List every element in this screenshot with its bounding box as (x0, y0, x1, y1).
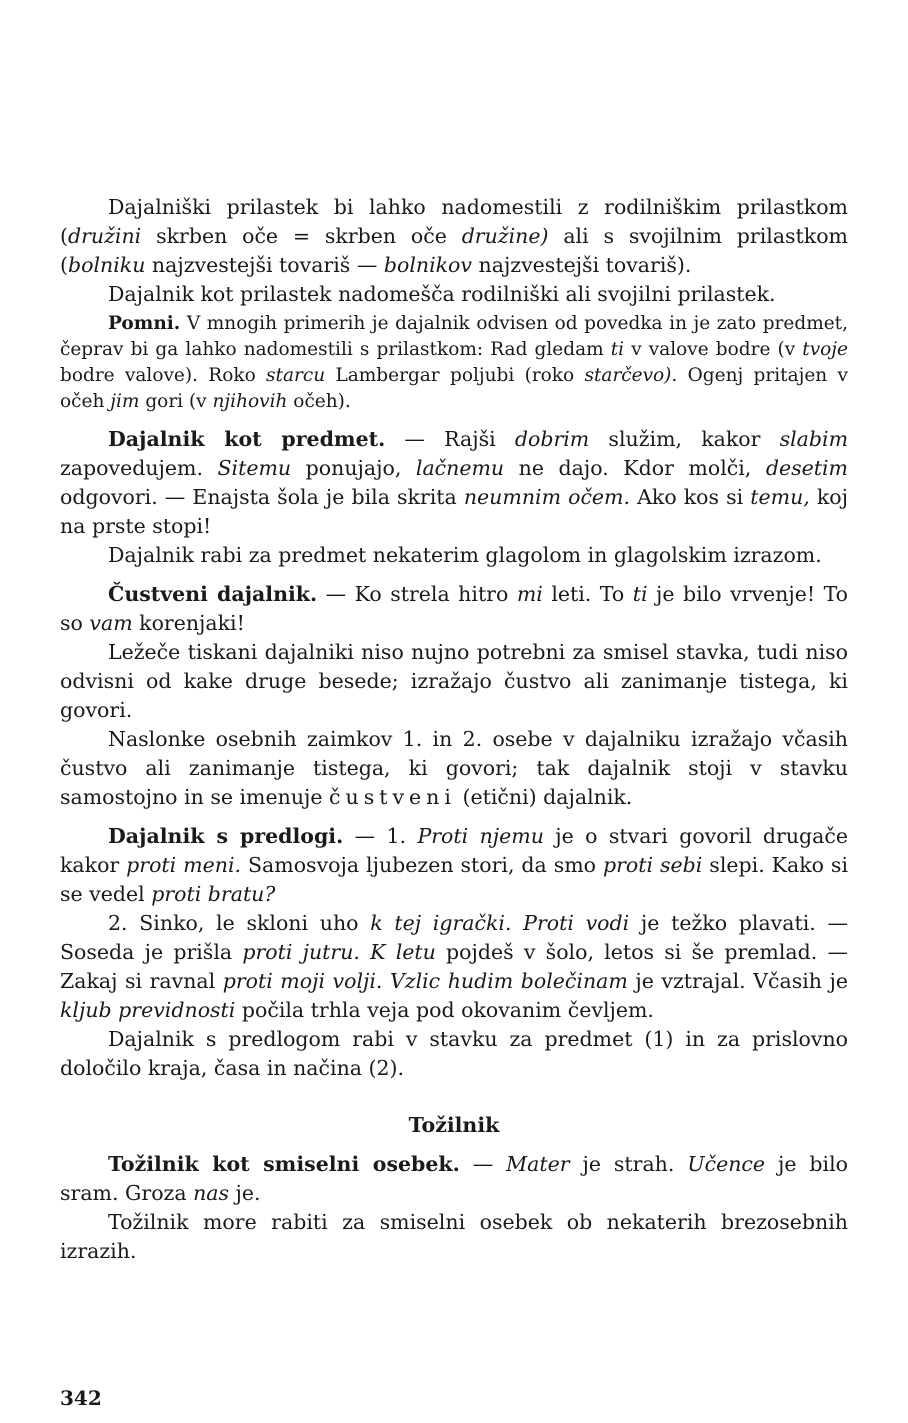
italic-text: tvoje (802, 339, 848, 360)
text: je bilo sram. Groza (60, 1152, 848, 1205)
text: Lambergar poljubi (roko (325, 365, 585, 386)
spacer (60, 570, 848, 580)
text: Samosvoja ljubezen stori, da smo (241, 853, 603, 877)
text: (etični) dajalnik. (455, 785, 633, 809)
italic-text: Sitemu (217, 456, 292, 480)
predmet-rule: Dajalnik rabi za predmet nekaterim glagolom in glagolskim izrazom. (108, 543, 822, 567)
italic-text: proti jutru. K letu (242, 940, 436, 964)
italic-text: ti (610, 339, 625, 360)
text: koj na prste stopi! (60, 485, 848, 538)
text: najzvestejši tovariš). (472, 253, 692, 277)
text: Ogenj pritajen v očeh (60, 365, 848, 412)
italic-text: starcu (266, 365, 326, 386)
italic-text: jim (110, 391, 140, 412)
text: Dajalniški prilastek bi lahko nadomestili z rodilniškim prilastkom ( (60, 195, 848, 248)
text: korenjaki! (132, 611, 245, 635)
italic-text: mi (516, 582, 543, 606)
italic-text: proti bratu? (151, 882, 276, 906)
text: — 1. (343, 824, 418, 848)
section-heading: Dajalnik kot predmet. (108, 427, 386, 451)
text: zapovedujem. (60, 456, 218, 480)
custveni-explanation: Ležeče tiskani dajalniki niso nujno potrebni za smisel stavka, tudi niso odvisni od kake druge besede; izražajo čustvo ali zanimanje tistega, ki govori. (60, 640, 848, 722)
italic-text: Mater (506, 1152, 570, 1176)
italic-text: neumnim očem. (463, 485, 631, 509)
text: je bilo vrvenje! To so (60, 582, 849, 635)
text: leti. To (542, 582, 633, 606)
section-dajalnik-s-predlogi (60, 822, 848, 1083)
text: 2. Sinko, le skloni uho (108, 911, 371, 935)
note-pomni (60, 311, 848, 415)
italic-text: nas (193, 1181, 230, 1205)
text: slepi. Kako si se vedel (60, 853, 848, 906)
text: skrben oče = skrben oče (141, 224, 462, 248)
section-custveni-dajalnik (60, 580, 848, 812)
text: ne dajo. Kdor molči, (504, 456, 766, 480)
predlogi-example-1 (60, 822, 848, 909)
section-heading: Dajalnik s predlogi. (108, 824, 344, 848)
italic-text: starčevo). (584, 365, 678, 386)
italic-text: Proti njemu (417, 824, 544, 848)
page-number: 342 (60, 1386, 102, 1410)
italic-text: desetim (765, 456, 848, 480)
italic-text: temu, (750, 485, 810, 509)
text: očeh). (287, 391, 351, 412)
italic-text: lačnemu (415, 456, 505, 480)
text: najzvestejši tovariš — (145, 253, 384, 277)
text: Naslonke osebnih zaimkov 1. in 2. osebe v dajalniku izražajo včasih čustvo ali zanimanje tistega, ki govori; tak dajalnik stoji v stavku samostojno in se imenuje (60, 727, 848, 809)
prilastek-rule: Dajalnik kot prilastek nadomešča rodilniški ali svojilni prilastek. (108, 282, 776, 306)
section-heading: Tožilnik kot smiselni osebek. (108, 1152, 460, 1176)
text: počila trhla veja pod okovanim čevljem. (235, 998, 654, 1022)
italic-text: vam (89, 611, 133, 635)
text: v valove bodre (v (624, 339, 803, 360)
text: bodre valove). Roko (60, 365, 267, 386)
spacer (60, 812, 848, 822)
text: — Rajši (385, 427, 515, 451)
italic-text: kljub previdnosti (60, 998, 236, 1022)
pomni-label: Pomni. (108, 313, 181, 334)
predmet-examples (60, 425, 848, 541)
italic-text: k tej igrački. Proti vodi (370, 911, 630, 935)
italic-text: proti moji volji. Vzlic hudim bolečinam (222, 969, 628, 993)
italic-text: dobrim (514, 427, 590, 451)
section-tozilnik-osebek (60, 1150, 848, 1266)
section-heading: Čustveni dajalnik. (108, 582, 318, 606)
text: je o stvari govoril drugače kakor (60, 824, 848, 877)
spacer (60, 1083, 848, 1111)
italic-text: Učence (687, 1152, 766, 1176)
italic-text: ti (632, 582, 648, 606)
italic-text: bolnikov (383, 253, 472, 277)
section-dajalnik-kot-predmet (60, 425, 848, 570)
text: odgovori. — Enajsta šola je bila skrita (60, 485, 464, 509)
custveni-rule (60, 725, 848, 812)
tozilnik-rule: Tožilnik more rabiti za smiselni osebek ob nekaterih brezosebnih izrazih. (60, 1210, 848, 1263)
italic-text: bolniku (68, 253, 146, 277)
spacer (60, 415, 848, 425)
text: služim, kakor (589, 427, 780, 451)
italic-text: njihovih (212, 391, 288, 412)
text: je vztrajal. Včasih je (627, 969, 848, 993)
paragraph-dajalniski-prilastek (60, 193, 848, 309)
italic-text: slabim (779, 427, 849, 451)
custveni-examples (60, 580, 848, 638)
text: je. (229, 1181, 261, 1205)
text: Ako kos si (630, 485, 751, 509)
text: — Ko strela hitro (317, 582, 517, 606)
italic-text: družini (68, 224, 142, 248)
text: ali s svojilnim prilastkom ( (60, 224, 848, 277)
text: pojdeš v šolo, letos si še premlad. — Zakaj si ravnal (60, 940, 849, 993)
text: gori (v (139, 391, 213, 412)
text: ponujajo, (291, 456, 416, 480)
italic-text: proti sebi (602, 853, 703, 877)
text: je strah. (569, 1152, 688, 1176)
predlogi-example-2 (60, 909, 848, 1025)
text: V mnogih primerih je dajalnik odvisen od povedka in je zato predmet, čeprav bi ga lahko nadomestili s prilastkom: Rad gledam (60, 313, 848, 360)
prilastek-example (60, 193, 848, 280)
tozilnik-examples (60, 1150, 848, 1208)
spaced-term: čustveni (329, 785, 456, 809)
italic-text: proti meni. (126, 853, 242, 877)
text: je težko plavati. — Soseda je prišla (60, 911, 848, 964)
pomni-paragraph (60, 311, 848, 415)
spacer (60, 1140, 848, 1150)
text: — (459, 1152, 507, 1176)
page-body (60, 193, 848, 1266)
chapter-title-tozilnik: Tožilnik (408, 1113, 500, 1137)
italic-text: družine) (461, 224, 549, 248)
predlogi-rule: Dajalnik s predlogom rabi v stavku za predmet (1) in za prislovno določilo kraja, časa in načina (2). (60, 1027, 848, 1080)
